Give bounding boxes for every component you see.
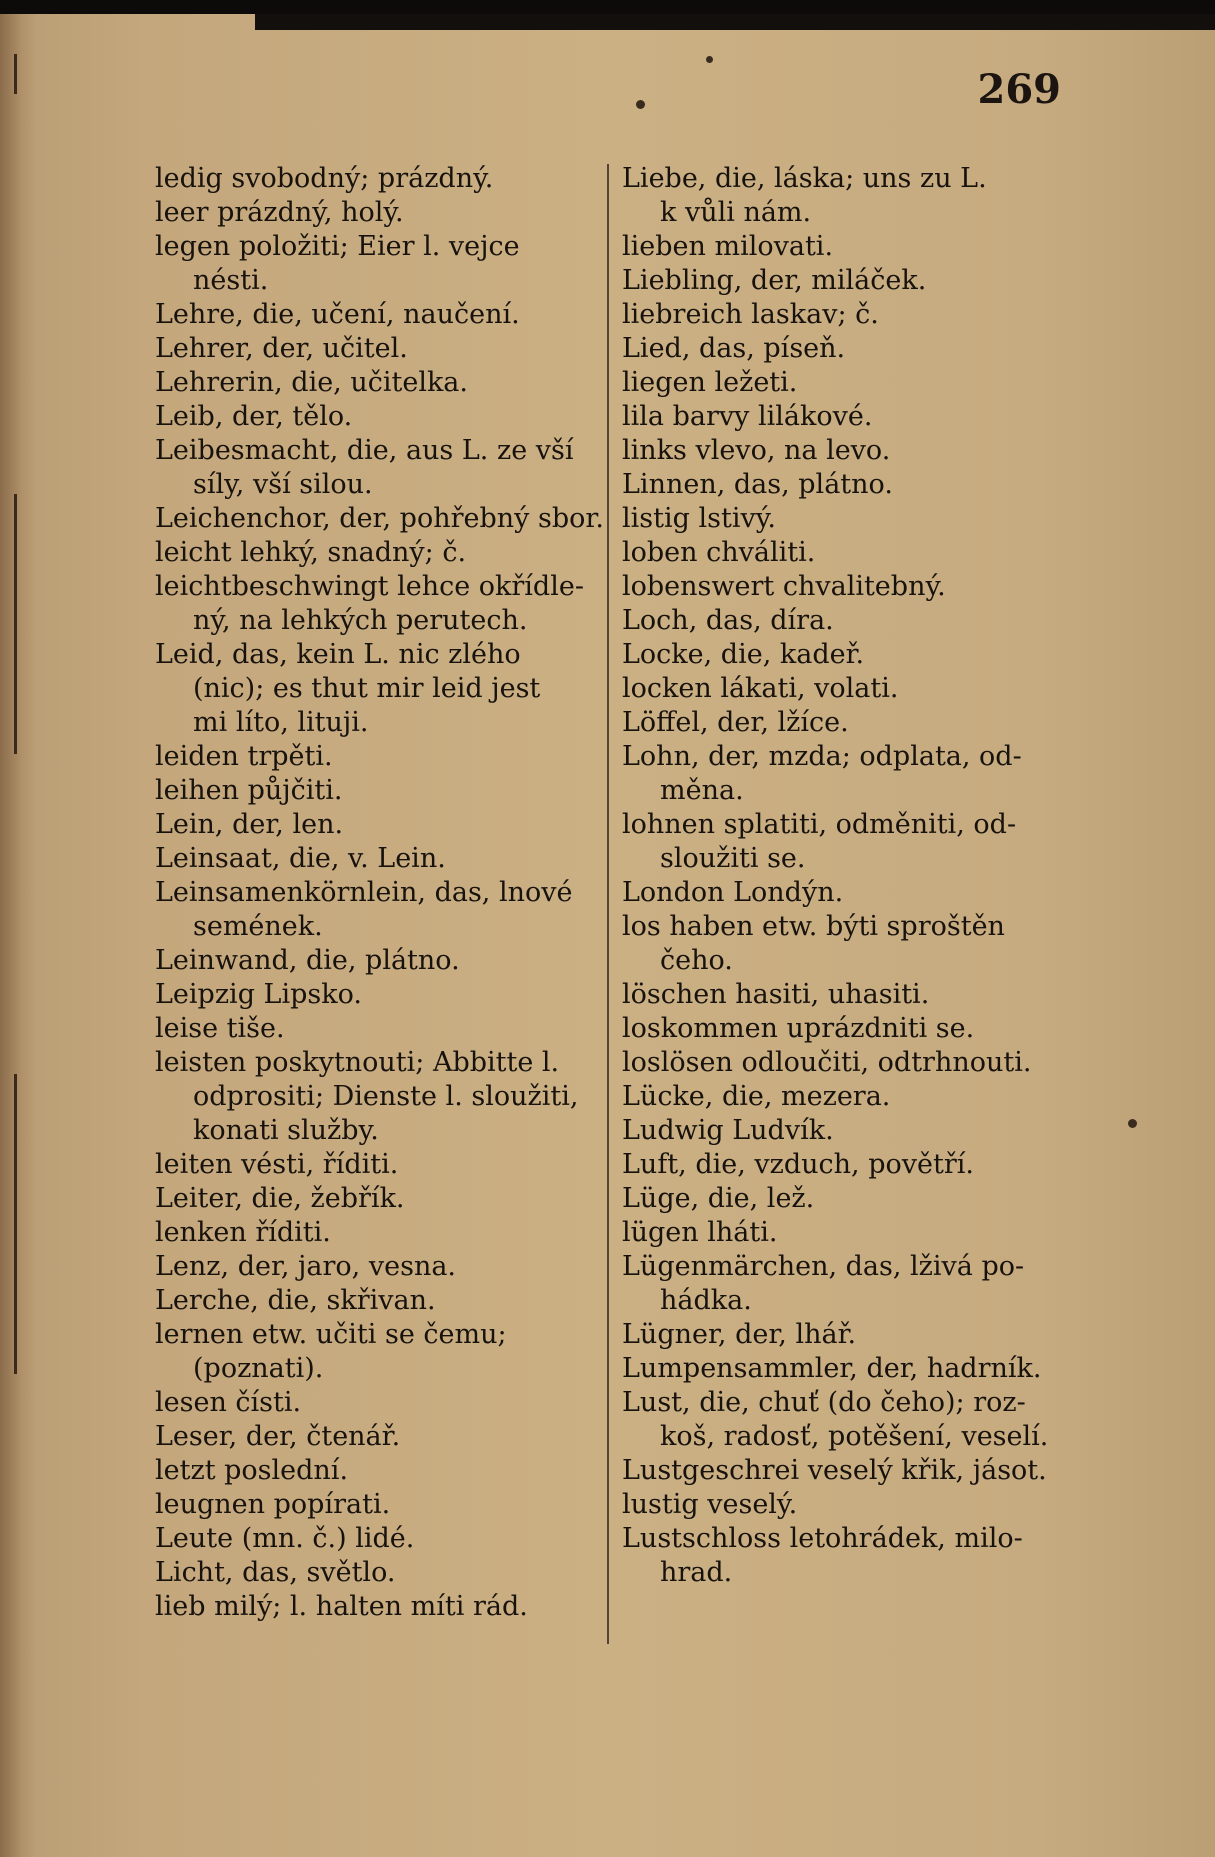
page-number: 269 — [977, 66, 1061, 113]
page-spine — [0, 14, 36, 1857]
entry-line: lesen čísti. — [155, 1387, 302, 1418]
entry-line: leisten poskytnouti; Abbitte l. — [155, 1047, 560, 1078]
dictionary-entry — [155, 1318, 615, 1386]
entry-line: leiden trpěti. — [155, 741, 333, 772]
entry-line: Lein, der, len. — [155, 809, 344, 840]
entry-line: Leser, der, čtenář. — [155, 1421, 401, 1452]
entry-line: leise tiše. — [155, 1013, 285, 1044]
right-column — [622, 162, 1077, 1590]
dictionary-entry — [622, 740, 1077, 808]
entry-continuation: (poznati). — [193, 1353, 324, 1384]
entry-line: Lustgeschrei veselý křik, jásot. — [622, 1455, 1047, 1486]
dictionary-entry — [155, 1284, 615, 1318]
entry-line: lila barvy lilákové. — [622, 401, 873, 432]
entry-line: Leibesmacht, die, aus L. ze vší — [155, 435, 574, 466]
dictionary-entry — [622, 570, 1077, 604]
dictionary-entry — [155, 1386, 615, 1420]
entry-continuation: k vůli nám. — [660, 197, 812, 228]
entry-line: Leute (mn. č.) lidé. — [155, 1523, 415, 1554]
entry-line: Lehrerin, die, učitelka. — [155, 367, 468, 398]
dictionary-entry — [622, 604, 1077, 638]
entry-line: lügen lháti. — [622, 1217, 778, 1248]
paper-speck — [636, 100, 645, 109]
dictionary-entry — [622, 1522, 1077, 1590]
entry-line: Lehrer, der, učitel. — [155, 333, 408, 364]
dictionary-entry — [622, 1148, 1077, 1182]
entry-line: Locke, die, kadeř. — [622, 639, 865, 670]
dictionary-entry — [155, 162, 615, 196]
dictionary-entry — [155, 944, 615, 978]
dictionary-entry — [622, 1386, 1077, 1454]
entry-line: liegen ležeti. — [622, 367, 798, 398]
dictionary-entry — [155, 842, 615, 876]
entry-continuation: konati služby. — [193, 1115, 379, 1146]
entry-line: Lohn, der, mzda; odplata, od- — [622, 741, 1022, 772]
dictionary-entry — [622, 1046, 1077, 1080]
entry-line: lohnen splatiti, odměniti, od- — [622, 809, 1017, 840]
entry-line: listig lstivý. — [622, 503, 776, 534]
dictionary-entry — [155, 570, 615, 638]
entry-line: Löffel, der, lžíce. — [622, 707, 849, 738]
dictionary-entry — [155, 1522, 615, 1556]
entry-continuation: čeho. — [660, 945, 733, 976]
dictionary-entry — [155, 774, 615, 808]
entry-line: Lerche, die, skřivan. — [155, 1285, 436, 1316]
spine-mark — [14, 54, 17, 94]
dictionary-entry — [155, 1420, 615, 1454]
dictionary-entry — [622, 1454, 1077, 1488]
entry-continuation: hrad. — [660, 1557, 733, 1588]
dictionary-entry — [155, 502, 615, 536]
entry-line: letzt poslední. — [155, 1455, 349, 1486]
dictionary-entry — [622, 230, 1077, 264]
dictionary-entry — [155, 1590, 615, 1624]
entry-line: Leinwand, die, plátno. — [155, 945, 460, 976]
dictionary-entry — [622, 264, 1077, 298]
dictionary-entry — [622, 1080, 1077, 1114]
entry-line: Leichenchor, der, pohřebný sbor. — [155, 503, 604, 534]
scan-edge — [255, 14, 1215, 30]
dictionary-entry — [155, 1216, 615, 1250]
dictionary-entry — [155, 978, 615, 1012]
dictionary-entry — [622, 298, 1077, 332]
entry-line: loben chváliti. — [622, 537, 816, 568]
dictionary-entry — [622, 910, 1077, 978]
entry-continuation: hádka. — [660, 1285, 752, 1316]
entry-line: Lumpensammler, der, hadrník. — [622, 1353, 1042, 1384]
dictionary-entry — [155, 808, 615, 842]
dictionary-entry — [155, 196, 615, 230]
entry-line: Liebe, die, láska; uns zu L. — [622, 163, 987, 194]
entry-line: loslösen odloučiti, odtrhnouti. — [622, 1047, 1032, 1078]
dictionary-entry — [155, 1046, 615, 1148]
entry-line: lieben milovati. — [622, 231, 834, 262]
spine-mark — [14, 494, 17, 754]
entry-line: loskommen uprázdniti se. — [622, 1013, 975, 1044]
dictionary-entry — [155, 1148, 615, 1182]
dictionary-entry — [155, 1250, 615, 1284]
entry-line: Ludwig Ludvík. — [622, 1115, 834, 1146]
entry-line: Leid, das, kein L. nic zlého — [155, 639, 521, 670]
entry-line: lustig veselý. — [622, 1489, 798, 1520]
dictionary-entry — [622, 162, 1077, 230]
entry-continuation: koš, radosť, potěšení, veselí. — [660, 1421, 1049, 1452]
entry-line: Linnen, das, plátno. — [622, 469, 893, 500]
entry-line: lobenswert chvalitebný. — [622, 571, 946, 602]
dictionary-entry — [622, 1318, 1077, 1352]
dictionary-entry — [155, 1488, 615, 1522]
dictionary-entry — [155, 298, 615, 332]
dictionary-entry — [155, 1012, 615, 1046]
dictionary-entry — [622, 706, 1077, 740]
entry-line: Leinsaat, die, v. Lein. — [155, 843, 446, 874]
entry-line: lenken říditi. — [155, 1217, 331, 1248]
entry-line: Leib, der, tělo. — [155, 401, 353, 432]
entry-continuation: nésti. — [193, 265, 269, 296]
entry-line: legen položiti; Eier l. vejce — [155, 231, 520, 262]
entry-line: leugnen popírati. — [155, 1489, 391, 1520]
entry-continuation: semének. — [193, 911, 323, 942]
book-page — [0, 14, 1215, 1857]
entry-continuation: ný, na lehkých perutech. — [193, 605, 528, 636]
dictionary-entry — [622, 1012, 1077, 1046]
entry-line: Leinsamenkörnlein, das, lnové — [155, 877, 573, 908]
entry-line: lieb milý; l. halten míti rád. — [155, 1591, 528, 1622]
entry-line: Loch, das, díra. — [622, 605, 834, 636]
entry-line: los haben etw. býti sproštěn — [622, 911, 1005, 942]
entry-line: leihen půjčiti. — [155, 775, 343, 806]
dictionary-entry — [155, 1454, 615, 1488]
dictionary-entry — [622, 502, 1077, 536]
dictionary-entry — [622, 672, 1077, 706]
entry-line: Luft, die, vzduch, povětří. — [622, 1149, 974, 1180]
entry-line: lernen etw. učiti se čemu; — [155, 1319, 507, 1350]
dictionary-entry — [155, 740, 615, 774]
dictionary-entry — [622, 468, 1077, 502]
entry-line: leicht lehký, snadný; č. — [155, 537, 467, 568]
dictionary-entry — [622, 1114, 1077, 1148]
dictionary-entry — [622, 808, 1077, 876]
dictionary-entry — [622, 434, 1077, 468]
dictionary-entry — [622, 536, 1077, 570]
entry-line: Lücke, die, mezera. — [622, 1081, 891, 1112]
dictionary-entry — [155, 400, 615, 434]
dictionary-entry — [622, 1216, 1077, 1250]
entry-line: leichtbeschwingt lehce okřídle- — [155, 571, 584, 602]
dictionary-entry — [155, 434, 615, 502]
entry-continuation: síly, vší silou. — [193, 469, 373, 500]
entry-line: Liebling, der, miláček. — [622, 265, 927, 296]
dictionary-entry — [622, 400, 1077, 434]
entry-line: Lied, das, píseň. — [622, 333, 846, 364]
dictionary-entry — [622, 638, 1077, 672]
dictionary-entry — [622, 1488, 1077, 1522]
entry-line: Lügner, der, lhář. — [622, 1319, 857, 1350]
dictionary-entry — [155, 536, 615, 570]
dictionary-entry — [622, 978, 1077, 1012]
dictionary-entry — [155, 230, 615, 298]
entry-line: links vlevo, na levo. — [622, 435, 891, 466]
dictionary-entry — [155, 1182, 615, 1216]
entry-line: Lehre, die, učení, naučení. — [155, 299, 520, 330]
dictionary-entry — [622, 366, 1077, 400]
entry-continuation: odprositi; Dienste l. sloužiti, — [193, 1081, 579, 1112]
entry-line: ledig svobodný; prázdný. — [155, 163, 494, 194]
entry-line: Lust, die, chuť (do čeho); roz- — [622, 1387, 1026, 1418]
entry-continuation: sloužiti se. — [660, 843, 806, 874]
entry-line: Leiter, die, žebřík. — [155, 1183, 405, 1214]
entry-line: löschen hasiti, uhasiti. — [622, 979, 930, 1010]
entry-continuation: měna. — [660, 775, 744, 806]
entry-line: Lustschloss letohrádek, milo- — [622, 1523, 1023, 1554]
dictionary-entry — [155, 638, 615, 740]
entry-line: Lüge, die, lež. — [622, 1183, 815, 1214]
entry-line: Licht, das, světlo. — [155, 1557, 396, 1588]
dictionary-entry — [622, 1182, 1077, 1216]
entry-line: liebreich laskav; č. — [622, 299, 879, 330]
entry-line: London Londýn. — [622, 877, 844, 908]
dictionary-entry — [155, 366, 615, 400]
entry-line: leer prázdný, holý. — [155, 197, 404, 228]
entry-line: Lenz, der, jaro, vesna. — [155, 1251, 457, 1282]
dictionary-entry — [155, 1556, 615, 1590]
paper-speck — [706, 56, 713, 63]
dictionary-entry — [155, 876, 615, 944]
entry-line: locken lákati, volati. — [622, 673, 899, 704]
spine-mark — [14, 1074, 17, 1374]
entry-line: Lügenmärchen, das, lživá po- — [622, 1251, 1025, 1282]
entry-line: Leipzig Lipsko. — [155, 979, 362, 1010]
entry-continuation: (nic); es thut mir leid jest — [193, 673, 541, 704]
entry-continuation: mi líto, lituji. — [193, 707, 369, 738]
dictionary-entry — [622, 1250, 1077, 1318]
paper-speck — [1128, 1119, 1137, 1128]
dictionary-entry — [622, 876, 1077, 910]
dictionary-entry — [155, 332, 615, 366]
entry-line: leiten vésti, říditi. — [155, 1149, 399, 1180]
dictionary-entry — [622, 332, 1077, 366]
dictionary-entry — [622, 1352, 1077, 1386]
left-column — [155, 162, 615, 1624]
